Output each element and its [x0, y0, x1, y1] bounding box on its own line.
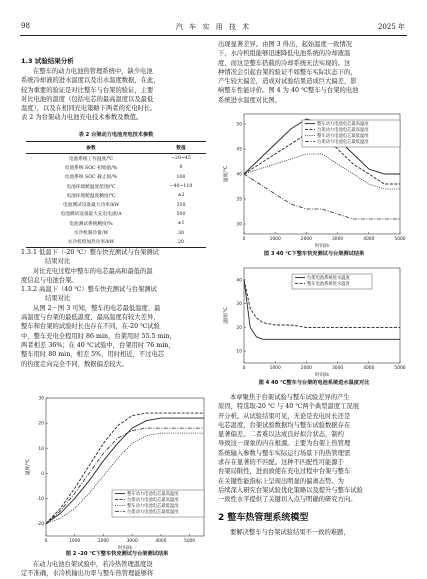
x-tick-label: 5000	[184, 539, 196, 544]
table-row	[26, 182, 206, 191]
y-tick-label: 45	[236, 147, 242, 153]
text-line: 系统进水温度对比图。	[218, 96, 281, 104]
y-tick-label: 10	[38, 446, 44, 452]
table-row	[26, 228, 206, 237]
text-line: 从图 2－图 3 可知，整车的电芯最低温度、最	[33, 304, 161, 312]
table-cell: 0	[179, 165, 183, 171]
y-axis-label: 温度/℃	[26, 458, 31, 476]
table-cell: 500	[176, 211, 186, 217]
text-line: 整车和台架的试验时长也存在不同，在-20 ℃试验	[21, 323, 160, 331]
x-tick-label: 0	[242, 366, 246, 371]
table-row	[26, 210, 206, 219]
x-tick-label: 5000	[394, 366, 406, 371]
subsection-title: 1.3.1 低温下（-20 ℃）整车快充测试与台架测试	[21, 249, 159, 256]
figure-3-caption: 图 3 40 ℃下整车快充测试与台架测试结果	[263, 251, 365, 257]
text-line: 种情况会引起台架的验证不如整车实际状态下的，	[218, 68, 357, 76]
y-tick-label: -20	[36, 522, 44, 528]
y-tick-label: 30	[38, 396, 44, 402]
table-cell: 30	[178, 230, 184, 236]
text-line: 的热度走向完全不同，数据偏差较大。	[21, 360, 129, 368]
legend-label: 整车动力电池电芯最低温度	[127, 504, 179, 509]
y-axis-label: 温度/℃	[224, 165, 229, 183]
text-line: 下，水冷机组能够迅速降低电池系统的冷却液温	[218, 50, 351, 58]
table-cell: 水冷机制冷量/W	[73, 231, 109, 237]
table-row	[26, 219, 206, 228]
text-line: 对比电池的温度（包括电芯的最高温度以及最低	[21, 95, 154, 103]
x-tick-label: 4000	[363, 366, 375, 371]
table-row	[26, 154, 206, 164]
table-header: 参数	[26, 142, 156, 154]
table-cell: 350	[176, 202, 186, 208]
spec-table	[26, 141, 206, 248]
x-tick-label: 3000	[126, 539, 138, 544]
x-axis-label: 时间/s	[118, 546, 132, 550]
text-line: 系统冷却液的进水温度以及出水温度数据，在此，	[21, 77, 160, 85]
y-tick-label: 20	[38, 421, 44, 427]
table-cell: 电池系统工作温度/℃	[68, 156, 114, 162]
text-line: 响整车性能评价。图 4 为 40 ℃整车与台架的电池	[218, 87, 359, 95]
journal-title: 汽 车 实 用 技 术	[175, 23, 252, 31]
text-line: 中，整车充电全程用时 86 min，台架用时 55.5 min，	[21, 332, 176, 340]
figure-4-caption: 图 4 40 ℃整车与台架的电池系统进水温度对比	[258, 380, 370, 386]
text-line: 整车用时 80 min，相差 5%，用时相近，不过电芯	[21, 351, 165, 359]
x-tick-label: 3000	[332, 237, 344, 242]
text-line: 温度），以及在相同充电策略下两者的充电时长。	[21, 105, 157, 113]
table-row	[26, 173, 206, 182]
x-tick-label: 5000	[394, 237, 406, 242]
y-tick-label: 50	[236, 122, 242, 128]
text-line: 表 2 为台架动力电池充电技术参数及数值。	[21, 114, 143, 122]
text-line: 系统输入参数与整车实际运行场景下的热管理需	[218, 449, 351, 457]
y-tick-label: 35	[236, 197, 242, 203]
y-tick-label: 20	[236, 325, 242, 331]
section-2-title: 2 整车热管理系统模型	[218, 513, 309, 523]
text-line: 两者相差 36%；在 40 ℃试验中，台架用时 76 min，	[21, 341, 175, 349]
header-year: 2025 年	[377, 23, 405, 31]
table-header: 数值	[156, 142, 206, 154]
table-row	[26, 238, 206, 248]
table-cell: −20~45	[171, 156, 191, 162]
x-tick-label: 0	[44, 539, 48, 544]
legend-label: 整车动力电池电芯最高温度	[317, 122, 369, 127]
legend-label: 台架电池系统进水温度	[307, 276, 350, 281]
subsection-title: 结果对比	[45, 258, 71, 266]
table-cell: 电池系统 SOC 初始值/%	[64, 165, 118, 171]
table-cell: 100	[176, 174, 186, 180]
legend-label: 整车动力电池电芯最低温度	[317, 134, 369, 139]
table-cell: 电池环境舱温度精度/℃	[66, 193, 116, 199]
page-number: 98	[21, 22, 30, 30]
text-line: 后续深入研究台架试验优化策略以及提升与整车试验	[218, 486, 363, 494]
x-tick-label: 2000	[300, 237, 312, 242]
x-axis-label: 时间/s	[315, 244, 329, 248]
text-line: 要解决整车与台架试验结果不一致的难题，	[230, 529, 350, 536]
y-tick-label: 30	[236, 302, 242, 308]
table-row	[26, 163, 206, 172]
subsection-1	[21, 248, 207, 369]
text-line: 出现显著差异。由图 3 得出，起始温度一致情况	[218, 41, 352, 48]
text-line: 求存在显著的不匹配。这种不匹配性可能源于	[218, 459, 344, 467]
table-cell: 电池系统 SOC 截止值/%	[64, 175, 118, 181]
table-cell: 电池测试设备最大充电电流/A	[60, 212, 122, 218]
text-line: 原因，特选取-20 ℃ 与 40 ℃两个典型温度工况展	[218, 403, 359, 411]
text-line: 在动力电池台架试验中，若冷热管理温度设	[33, 561, 153, 568]
right-paragraph-1	[218, 40, 408, 105]
text-line: 显著偏差。二者难以达成良好拟合状态，制约	[218, 431, 344, 439]
y-tick-label: 10	[236, 349, 242, 355]
figure-3-chart	[222, 108, 406, 248]
text-line: 在关键性能指标上呈现出明显的偏离态势。为	[218, 477, 344, 485]
table-cell: 水冷机组加热功率/kW	[26, 238, 156, 248]
section-title: 1.3 试验结果分析	[21, 57, 74, 65]
legend-label: 台架动力电池电芯最低温度	[127, 510, 179, 515]
table-row	[26, 200, 206, 209]
text-line: 一致性水平提供了关键切入点与明确的研究方向。	[218, 496, 357, 504]
y-tick-label: 40	[236, 172, 242, 178]
legend-label: 台架动力电池电芯最高温度	[317, 128, 369, 133]
table-cell: 电池环境舱温度范围/℃	[66, 184, 116, 190]
text-line: 产生较大偏差，造成对试验结果造成巨大偏差，影	[218, 78, 357, 86]
left-paragraph-1	[21, 67, 207, 123]
text-line: 台架局限性，进而致使在充电过程中台架与整车	[218, 468, 351, 476]
y-tick-label: 40	[236, 278, 242, 284]
table-cell: −40~110	[169, 184, 193, 190]
x-tick-label: 1000	[269, 366, 281, 371]
subsection-title: 1.3.2 高温下（40 ℃）整车快充测试与台架测试	[21, 286, 157, 294]
x-axis-label: 时间/s	[315, 373, 329, 377]
text-line: 高温度与台架的最低温度、最高温度有较大差异，	[21, 314, 160, 322]
text-line: 在整车的动力电池热管理系统中，缺少电池	[33, 68, 153, 75]
table-caption: 表 2 台架动力电池充电技术参数	[78, 132, 154, 138]
x-tick-label: 3000	[332, 366, 344, 371]
table-cell: ±1	[177, 221, 185, 227]
figure-4-chart	[222, 262, 406, 377]
table-cell: 20	[156, 238, 206, 248]
text-line: 度信息与电池台架。	[21, 276, 78, 284]
legend-label: 整车动力电池电芯最高温度	[127, 492, 179, 497]
text-line: 较为重要的验证是对比整车与台架的验证，主要	[21, 86, 154, 94]
y-tick-label: 0	[41, 471, 44, 477]
table-cell: 电池测试设备最大功率/kW	[62, 203, 120, 209]
text-line: 开分析。从试验结果可见，无论是充电时长还是	[218, 412, 351, 420]
x-tick-label: 4000	[155, 539, 167, 544]
right-paragraph-2	[218, 393, 408, 505]
left-paragraph-4	[21, 560, 207, 579]
text-line: 本章聚焦于台架试验与整车试验差异的产生	[230, 394, 350, 401]
x-tick-label: 0	[242, 237, 246, 242]
table-header-row	[26, 142, 206, 154]
header-rule	[20, 35, 407, 36]
text-line: 对比充电过程中整车的电芯最高和最低的温	[33, 267, 153, 275]
x-tick-label: 1000	[269, 237, 281, 242]
y-tick-label: 30	[236, 222, 242, 228]
y-tick-label: -10	[36, 496, 44, 502]
text-line: 电芯温度，台架试验数据均与整车试验数据存在	[218, 421, 351, 429]
figure-2-caption: 图 2 -20 ℃下整车快充测试与台架测试结果	[65, 551, 169, 557]
subsection-title: 结果对比	[45, 295, 71, 303]
x-tick-label: 2000	[300, 366, 312, 371]
legend-label: 台架动力电池电芯最高温度	[127, 498, 179, 503]
table-cell: ±2	[177, 193, 185, 199]
x-tick-label: 4000	[363, 237, 375, 242]
table-cell: 电池测试系统精度/%	[69, 221, 113, 227]
legend-label: 整车电池系统进水温度	[307, 282, 350, 287]
legend-label: 台架动力电池电芯最低温度	[317, 140, 369, 145]
text-line: 定不准确，水冷机输出功率与整车热管理能够将	[21, 570, 154, 578]
y-axis-label: 温度/℃	[224, 307, 229, 324]
figure-2-chart	[24, 392, 210, 550]
table-row	[26, 191, 206, 200]
text-line: 导致这一现象的内在根源。主要为台架上热管理	[218, 440, 351, 448]
x-tick-label: 1000	[69, 539, 81, 544]
x-tick-label: 2000	[97, 539, 110, 544]
text-line: 度，而这是整车搭载的冷却系统无法实现的。这	[218, 59, 351, 67]
